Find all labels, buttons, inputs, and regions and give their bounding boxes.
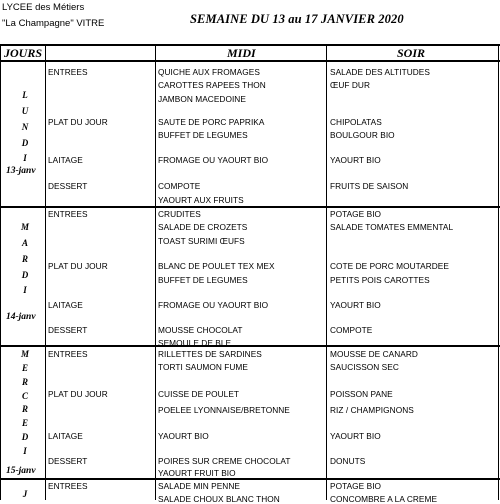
day-separator-mardi [0, 206, 500, 208]
day-letter: E [21, 418, 28, 428]
day-separator-mercredi [0, 345, 500, 347]
col-header-jours: JOURS [4, 46, 43, 60]
soir-item: YAOURT BIO [330, 300, 381, 310]
soir-item: ŒUF DUR [330, 80, 370, 90]
day-letter: I [23, 446, 27, 456]
midi-item: SALADE CHOUX BLANC THON [158, 494, 280, 504]
midi-item: FROMAGE OU YAOURT BIO [158, 155, 269, 165]
soir-item: POTAGE BIO [330, 481, 382, 491]
day-date: 13-janv [6, 166, 36, 176]
soir-item: RIZ / CHAMPIGNONS [330, 405, 414, 415]
midi-item: CUISSE DE POULET [158, 389, 240, 399]
day-date: 14-janv [6, 312, 36, 322]
day-letter: R [21, 404, 28, 414]
midi-item: CAROTTES RAPEES THON [158, 80, 266, 90]
row-label-plat: PLAT DU JOUR [48, 261, 108, 271]
day-letter: I [23, 285, 27, 295]
midi-item: POELEE LYONNAISE/BRETONNE [158, 405, 290, 415]
midi-item: JAMBON MACEDOINE [158, 94, 246, 104]
page-title: SEMAINE DU 13 au 17 JANVIER 2020 [190, 12, 404, 26]
soir-item: POISSON PANE [330, 389, 393, 399]
col-header-soir: SOIR [397, 46, 426, 60]
midi-item: CRUDITES [158, 209, 201, 219]
row-label-dessert: DESSERT [48, 456, 88, 466]
row-label-dessert: DESSERT [48, 181, 88, 191]
soir-item: PETITS POIS CAROTTES [330, 275, 430, 285]
midi-item: BUFFET DE LEGUMES [158, 130, 248, 140]
midi-item: SALADE DE CROZETS [158, 222, 248, 232]
soir-item: SALADE TOMATES EMMENTAL [330, 222, 454, 232]
row-label-entrees: ENTREES [48, 67, 88, 77]
col-jours-right [45, 44, 46, 500]
midi-item: RILLETTES DE SARDINES [158, 349, 262, 359]
day-separator-jeudi [0, 478, 500, 480]
soir-item: MOUSSE DE CANARD [330, 349, 418, 359]
row-label-plat: PLAT DU JOUR [48, 117, 108, 127]
midi-item: YAOURT FRUIT BIO [158, 468, 236, 478]
soir-item: YAOURT BIO [330, 155, 381, 165]
midi-item: YAOURT AUX FRUITS [158, 195, 244, 205]
col-header-midi: MIDI [227, 46, 256, 60]
day-letter: J [22, 489, 28, 499]
school-name-line2: "La Champagne" VITRE [2, 18, 105, 29]
soir-item: DONUTS [330, 456, 366, 466]
midi-item: QUICHE AUX FROMAGES [158, 67, 260, 77]
row-label-laitage: LAITAGE [48, 300, 83, 310]
school-name-line1: LYCEE des Métiers [2, 2, 85, 13]
soir-item: BOULGOUR BIO [330, 130, 395, 140]
row-label-dessert: DESSERT [48, 325, 88, 335]
midi-item: TOAST SURIMI ŒUFS [158, 236, 245, 246]
table-left-border [0, 44, 1, 500]
midi-item: SEMOULE DE BLE [158, 338, 232, 348]
day-letter: M [20, 349, 29, 359]
day-letter: D [21, 432, 29, 442]
row-label-plat: PLAT DU JOUR [48, 389, 108, 399]
row-label-entrees: ENTREES [48, 349, 88, 359]
soir-item: COMPOTE [330, 325, 373, 335]
day-letter: N [21, 122, 29, 132]
midi-item: SALADE MIN PENNE [158, 481, 240, 491]
soir-item: YAOURT BIO [330, 431, 381, 441]
row-label-entrees: ENTREES [48, 481, 88, 491]
midi-item: TORTI SAUMON FUME [158, 362, 248, 372]
soir-item: POTAGE BIO [330, 209, 382, 219]
midi-item: BLANC DE POULET TEX MEX [158, 261, 275, 271]
row-label-entrees: ENTREES [48, 209, 88, 219]
soir-item: CONCOMBRE A LA CREME [330, 494, 438, 504]
col-midi-right [326, 44, 327, 500]
day-letter: M [20, 222, 29, 232]
day-letter: A [21, 238, 28, 248]
midi-item: MOUSSE CHOCOLAT [158, 325, 243, 335]
row-label-laitage: LAITAGE [48, 431, 83, 441]
soir-item: SALADE DES ALTITUDES [330, 67, 430, 77]
day-letter: L [22, 90, 28, 100]
midi-item: POIRES SUR CREME CHOCOLAT [158, 456, 291, 466]
day-letter: C [21, 391, 28, 401]
day-letter: D [21, 270, 29, 280]
day-letter: I [23, 153, 27, 163]
day-letter: D [21, 138, 29, 148]
soir-item: COTE DE PORC MOUTARDEE [330, 261, 449, 271]
day-date: 15-janv [6, 466, 36, 476]
day-letter: R [21, 254, 28, 264]
row-label-laitage: LAITAGE [48, 155, 83, 165]
midi-item: BUFFET DE LEGUMES [158, 275, 248, 285]
soir-item: SAUCISSON SEC [330, 362, 399, 372]
soir-item: CHIPOLATAS [330, 117, 382, 127]
midi-item: FROMAGE OU YAOURT BIO [158, 300, 269, 310]
soir-item: FRUITS DE SAISON [330, 181, 409, 191]
day-letter: R [21, 377, 28, 387]
day-letter: U [21, 106, 29, 116]
midi-item: COMPOTE [158, 181, 201, 191]
midi-item: YAOURT BIO [158, 431, 209, 441]
col-soir-right [498, 44, 499, 500]
day-letter: E [21, 363, 28, 373]
midi-item: SAUTE DE PORC PAPRIKA [158, 117, 265, 127]
col-label-right [155, 44, 156, 500]
